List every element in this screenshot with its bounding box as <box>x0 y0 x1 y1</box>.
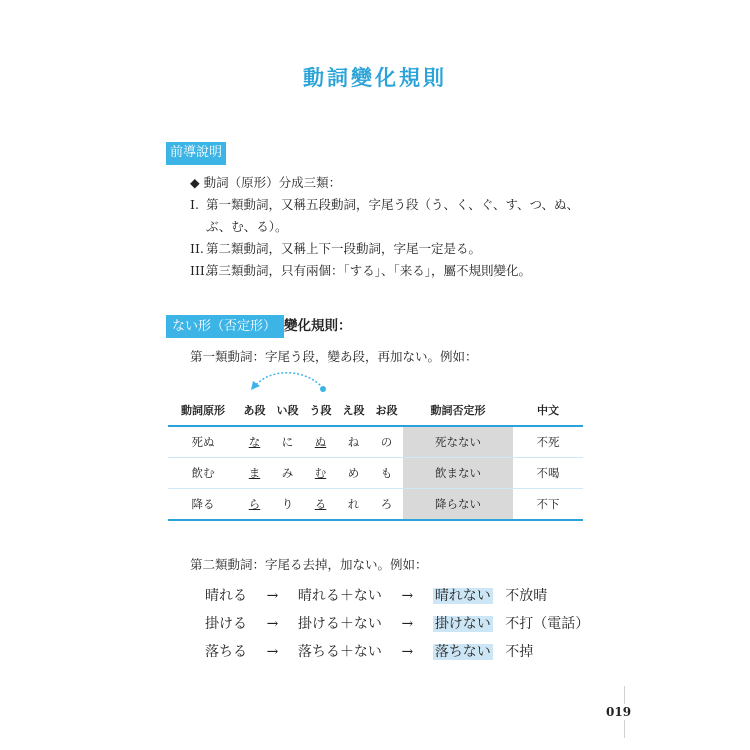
cell-a: な <box>238 426 271 458</box>
intro-item-3 <box>190 260 531 281</box>
cell-e: ね <box>337 426 370 458</box>
group2-desc: 第二類動詞：字尾る去掉，加ない。例如： <box>190 557 428 572</box>
cell-a: ま <box>238 458 271 489</box>
header-negative: 動詞否定形 <box>403 395 513 426</box>
header-base: 動詞原形 <box>168 395 238 426</box>
verb-chinese: 不放晴 <box>505 588 548 604</box>
intro-item-text: 第一類動詞，又稱五段動詞，字尾う段（う、く、ぐ、す、つ、ぬ、 <box>206 197 580 212</box>
cell-i: み <box>271 458 304 489</box>
cell-chinese: 不下 <box>513 489 583 521</box>
intro-item-2 <box>190 238 481 259</box>
conjugation-row <box>205 610 589 638</box>
group1-desc: 第一類動詞：字尾う段，變あ段，再加ない。例如： <box>190 349 478 364</box>
header-o: お段 <box>370 395 403 426</box>
verb-chinese: 不打（電話） <box>505 616 590 632</box>
cell-o: の <box>370 426 403 458</box>
header-i: い段 <box>271 395 304 426</box>
curved-arrow-icon <box>245 366 335 396</box>
intro-item-text: 第三類動詞，只有兩個：「する」、「来る」，屬不規則變化。 <box>206 263 532 278</box>
cell-u: ぬ <box>304 426 337 458</box>
roman-numeral: I. <box>190 197 199 212</box>
cell-base: 死ぬ <box>168 426 238 458</box>
conjugation-row <box>205 582 547 610</box>
roman-numeral: III. <box>190 263 209 278</box>
arrow-icon: → <box>401 588 414 604</box>
verb-base: 落ちる <box>205 644 247 660</box>
intro-bullet: ◆ 動詞（原形）分成三類： <box>190 175 342 190</box>
cell-negative: 降らない <box>403 489 513 521</box>
table-row <box>168 489 583 521</box>
verb-base: 晴れる <box>205 588 247 604</box>
header-u: う段 <box>304 395 337 426</box>
page-divider <box>624 686 625 704</box>
section-underline <box>166 164 226 165</box>
nai-heading <box>166 314 352 334</box>
intro-item-1 <box>190 194 579 215</box>
arrow-icon: → <box>401 644 414 660</box>
cell-negative: 死なない <box>403 426 513 458</box>
page-number: 019 <box>606 705 632 719</box>
cell-base: 降る <box>168 489 238 521</box>
cell-i: り <box>271 489 304 521</box>
arrow-icon: → <box>266 616 279 632</box>
cell-o: ろ <box>370 489 403 521</box>
cell-negative: 飲まない <box>403 458 513 489</box>
cell-e: め <box>337 458 370 489</box>
header-e: え段 <box>337 395 370 426</box>
roman-numeral: II. <box>190 241 204 256</box>
cell-i: に <box>271 426 304 458</box>
verb-negative: 落ちない <box>434 644 491 660</box>
nai-label: ない形（否定形） <box>166 315 284 338</box>
table-row <box>168 426 583 458</box>
header-a: あ段 <box>238 395 271 426</box>
verb-strip: 落ちる＋ない <box>297 644 382 660</box>
cell-u: む <box>304 458 337 489</box>
nai-rest: 變化規則： <box>284 318 352 334</box>
header-chinese: 中文 <box>513 395 583 426</box>
verb-strip: 掛ける＋ない <box>297 616 382 632</box>
cell-chinese: 不喝 <box>513 458 583 489</box>
verb-chinese: 不掉 <box>505 644 534 660</box>
verb-base: 掛ける <box>205 616 247 632</box>
verb-negative: 掛けない <box>434 616 491 632</box>
cell-o: も <box>370 458 403 489</box>
cell-e: れ <box>337 489 370 521</box>
cell-a: ら <box>238 489 271 521</box>
verb-strip: 晴れる＋ない <box>297 588 382 604</box>
intro-item-text: 第二類動詞，又稱上下一段動詞，字尾一定是る。 <box>206 241 482 256</box>
conjugation-row <box>205 638 533 666</box>
section-label-intro: 前導說明 <box>166 142 226 164</box>
cell-chinese: 不死 <box>513 426 583 458</box>
verb-conjugation-table <box>168 395 583 521</box>
intro-item-1-cont: ぶ、む、る）。 <box>206 219 288 234</box>
arrow-icon: → <box>401 616 414 632</box>
cell-base: 飲む <box>168 458 238 489</box>
table-header-row <box>168 395 583 426</box>
page-divider <box>624 720 625 738</box>
verb-negative: 晴れない <box>434 588 491 604</box>
cell-u: る <box>304 489 337 521</box>
arrow-icon: → <box>266 644 279 660</box>
page-title: 動詞變化規則 <box>303 66 447 90</box>
arrow-icon: → <box>266 588 279 604</box>
table-row <box>168 458 583 489</box>
